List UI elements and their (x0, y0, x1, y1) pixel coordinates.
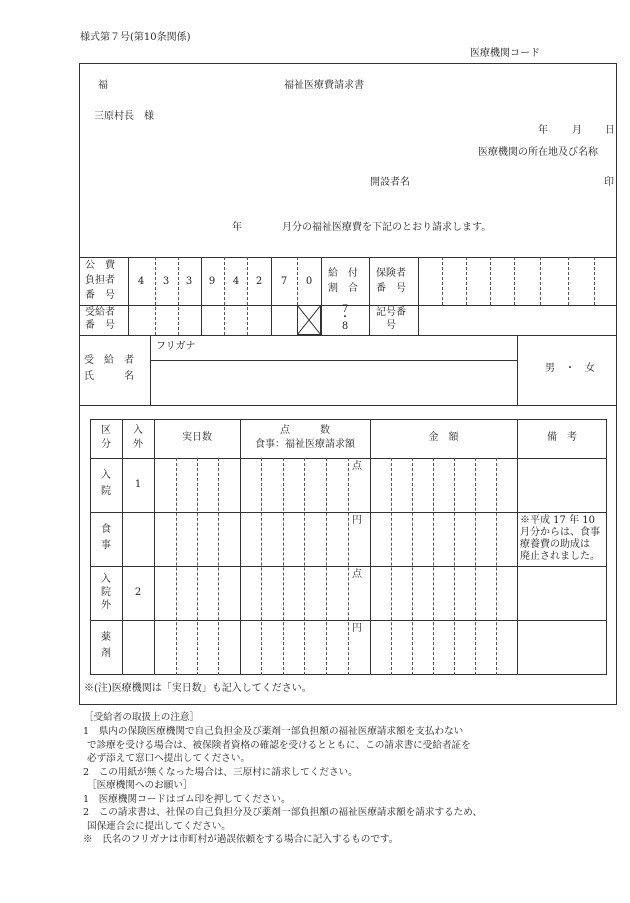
header-inout-2: 外 (133, 439, 143, 450)
row-drug-label-2: 剤 (101, 648, 111, 659)
header-days: 実日数 (182, 432, 212, 443)
insurer-label-2: 番 号 (376, 283, 406, 294)
benefit-ratio-label-2: 割 合 (328, 283, 358, 294)
row-meal-unit: 円 (352, 515, 362, 526)
recipient-label-1: 受給者 (85, 307, 115, 318)
notes-heading-institution: ［医療機関へのお願い］ (87, 780, 193, 791)
fuku-label: 福 (98, 80, 108, 91)
seal-mark: 印 (604, 177, 614, 188)
symbol-label-1: 記号番 (376, 307, 406, 318)
row-meal-label-1: 食 (101, 524, 111, 535)
header-category-1: 区 (101, 425, 111, 436)
institution-code-label: 医療機関コード (470, 48, 540, 59)
row-inpatient-code: 1 (134, 479, 142, 490)
remark-note-3: 療養費の助成は (520, 539, 590, 550)
row-outpatient-label-2: 院 (101, 587, 111, 598)
payer-digit: 2 (255, 276, 263, 287)
row-inpatient-label-2: 院 (101, 486, 111, 497)
form-title: 福祉医療費請求書 (284, 80, 364, 91)
ratio-value-7: 7 (341, 304, 349, 315)
row-meal-label-2: 事 (101, 540, 111, 551)
note-line: 2 この用紙が無くなった場合は、三原村に請求してください。 (83, 767, 358, 778)
ratio-dot: ・ (340, 312, 350, 323)
ratio-value-8: 8 (341, 321, 349, 332)
recipient-name-label-1: 受 給 者 (84, 355, 134, 366)
remark-note-2: 月分からは、食事 (520, 527, 600, 538)
note-line: 国保連合会に提出してください。 (87, 821, 231, 832)
note-line: 必ず添えて窓口へ提出してください。 (87, 753, 251, 764)
founder-label: 開設者名 (370, 177, 410, 188)
remark-note-1: ※平成 17 年 10 (520, 515, 595, 526)
row-drug-unit: 円 (352, 623, 362, 634)
row-outpatient-unit: 点 (352, 569, 362, 580)
date-year: 年 (538, 125, 548, 136)
recipient-label-2: 番 号 (85, 320, 115, 331)
header-amount: 金 額 (428, 432, 459, 443)
date-day: 日 (605, 125, 615, 136)
note-line: で診療を受ける場合は、被保険者資格の確認を受けるとともに、この請求書に受給者証を (87, 740, 471, 751)
row-drug-label-1: 薬 (101, 632, 111, 643)
header-category-2: 分 (101, 439, 111, 450)
payer-digit: 7 (280, 276, 288, 287)
payer-digit: 3 (162, 276, 170, 287)
note-line: ※ 氏名のフリガナは市町村が過誤依頼をする場合に記入するものです。 (83, 834, 399, 845)
insurer-label-1: 保険者 (376, 268, 406, 279)
form-number: 様式第７号(第10条関係) (80, 32, 191, 43)
remark-note-4: 廃止されました。 (520, 551, 600, 562)
table-footnote: ※(注)医療機関は「実日数」も記入してください。 (84, 683, 312, 694)
payer-digit: 3 (185, 276, 193, 287)
payer-digit: 4 (137, 276, 145, 287)
benefit-ratio-label-1: 給 付 (328, 268, 358, 279)
note-line: 1 県内の保険医療機関で自己負担金及び薬剤一部負担額の福祉医療請求額を支払わない (83, 726, 464, 737)
row-inpatient-unit: 点 (352, 461, 362, 472)
payer-label-3: 番 号 (85, 290, 115, 301)
header-points: 点 数 (280, 425, 330, 436)
cross-mark-icon (297, 305, 321, 335)
header-remarks: 備 考 (547, 432, 577, 443)
payer-digit: 4 (232, 276, 240, 287)
addressee: 三原村長 様 (94, 111, 154, 122)
row-inpatient-label-1: 入 (101, 470, 111, 481)
payer-digit: 9 (208, 276, 216, 287)
notes-heading-recipient: ［受給者の取扱上の注意］ (84, 712, 200, 723)
request-text: 月分の福祉医療費を下記のとおり請求します。 (282, 222, 492, 233)
header-points-sub: 食事：福祉医療請求額 (255, 439, 355, 450)
request-year: 年 (232, 222, 242, 233)
payer-label-1: 公 費 (85, 260, 115, 271)
payer-digit: 0 (305, 276, 313, 287)
symbol-label-2: 号 (386, 320, 396, 331)
row-outpatient-code: 2 (134, 587, 142, 598)
note-line: 2 この請求書は、社保の自己負担分及び薬剤一部負担額の福祉医療請求額を請求するため、 (83, 807, 483, 818)
sex-selector[interactable]: 男 ・ 女 (545, 363, 595, 374)
row-outpatient-label-1: 入 (101, 574, 111, 585)
recipient-name-label-2: 氏 名 (84, 371, 134, 382)
location-label: 医療機関の所在地及び名称 (478, 147, 598, 158)
note-line: 1 医療機関コードはゴム印を押してください。 (83, 794, 291, 805)
header-inout-1: 入 (133, 425, 143, 436)
payer-label-2: 負担者 (85, 275, 115, 286)
date-month: 月 (572, 125, 582, 136)
row-outpatient-label-3: 外 (101, 600, 111, 611)
furigana-label: フリガナ (156, 341, 196, 352)
